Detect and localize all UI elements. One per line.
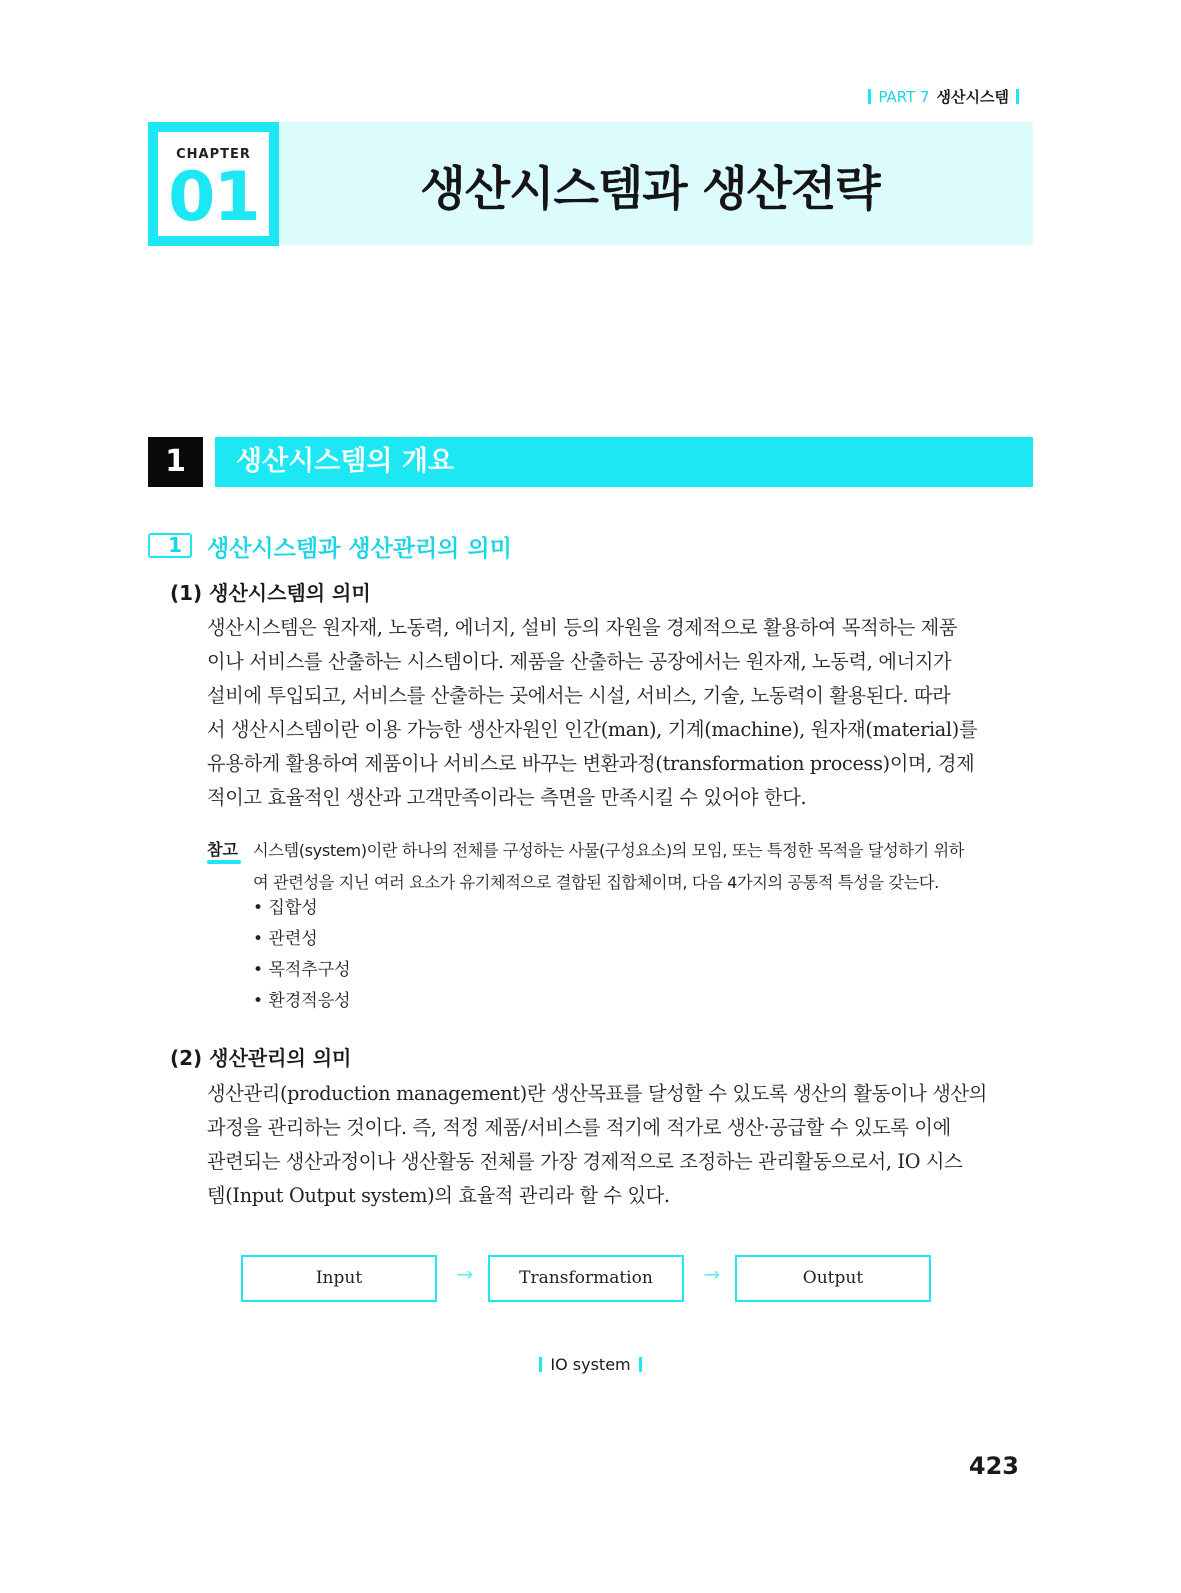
- item1-heading: (1) 생산시스템의 의미: [170, 581, 371, 605]
- note-line: 여 관련성을 지닌 여러 요소가 유기체적으로 결합된 집합체이며, 다음 4가지의 공통적 특성을 갖는다.: [253, 873, 939, 892]
- item2-paragraph: [207, 1077, 1037, 1213]
- subsection-title: 생산시스템과 생산관리의 의미: [207, 536, 512, 562]
- note-tag: 참고: [207, 840, 238, 859]
- paragraph-line: 서 생산시스템이란 이용 가능한 생산자원인 인간(man), 기계(machine), 원자재(material)를: [207, 718, 978, 741]
- header-bar-right: [1016, 89, 1019, 104]
- section-number: 1: [148, 437, 203, 487]
- item2-heading: (2) 생산관리의 의미: [170, 1046, 352, 1070]
- header-bar-left: [868, 89, 871, 104]
- list-item: • 관련성: [253, 929, 318, 949]
- chapter-number-box: [148, 122, 279, 246]
- note-bullet-list: [253, 893, 351, 1017]
- subsection-number: 1: [148, 533, 192, 558]
- list-item: • 집합성: [253, 898, 318, 918]
- paragraph-line: 관련되는 생산과정이나 생산활동 전체를 가장 경제적으로 조정하는 관리활동으로서, IO 시스: [207, 1150, 963, 1173]
- caption-bar-left: [539, 1357, 542, 1372]
- running-header: [868, 86, 1019, 107]
- chapter-label: CHAPTER: [176, 147, 251, 162]
- arrow-right-icon: →: [456, 1262, 474, 1286]
- note-text: [253, 835, 1043, 899]
- paragraph-line: 이나 서비스를 산출하는 시스템이다. 제품을 산출하는 공장에서는 원자재, 노동력, 에너지가: [207, 650, 952, 673]
- page-number: 423: [968, 1452, 1019, 1480]
- diagram-caption: [0, 1355, 1181, 1374]
- part-label: PART 7: [878, 87, 930, 106]
- chapter-title: 생산시스템과 생산전략: [420, 162, 880, 217]
- paragraph-line: 과정을 관리하는 것이다. 즉, 적정 제품/서비스를 적기에 적가로 생산·공급할 수 있도록 이에: [207, 1116, 951, 1139]
- note-line: 시스템(system)이란 하나의 전체를 구성하는 사물(구성요소)의 모임, 또는 특정한 목적을 달성하기 위하: [253, 841, 964, 860]
- diagram-box-input: Input: [241, 1255, 437, 1302]
- paragraph-line: 설비에 투입되고, 서비스를 산출하는 곳에서는 시설, 서비스, 기술, 노동력이 활용된다. 따라: [207, 684, 951, 707]
- list-item: • 목적추구성: [253, 960, 351, 980]
- paragraph-line: 유용하게 활용하여 제품이나 서비스로 바꾸는 변환과정(transformation process)이며, 경제: [207, 752, 975, 775]
- list-item: • 환경적응성: [253, 991, 351, 1011]
- note-tag-underline: [207, 860, 241, 864]
- part-title: 생산시스템: [936, 88, 1009, 106]
- caption-bar-right: [639, 1357, 642, 1372]
- item1-paragraph: [207, 611, 1037, 815]
- section-title: 생산시스템의 개요: [236, 446, 455, 477]
- chapter-number: 01: [168, 158, 259, 237]
- paragraph-line: 생산관리(production management)란 생산목표를 달성할 수 있도록 생산의 활동이나 생산의: [207, 1082, 987, 1105]
- caption-text: IO system: [550, 1355, 631, 1374]
- diagram-box-transformation: Transformation: [488, 1255, 684, 1302]
- arrow-right-icon: →: [703, 1262, 721, 1286]
- diagram-box-output: Output: [735, 1255, 931, 1302]
- paragraph-line: 적이고 효율적인 생산과 고객만족이라는 측면을 만족시킬 수 있어야 한다.: [207, 786, 807, 809]
- paragraph-line: 생산시스템은 원자재, 노동력, 에너지, 설비 등의 자원을 경제적으로 활용하여 목적하는 제품: [207, 616, 958, 639]
- paragraph-line: 템(Input Output system)의 효율적 관리라 할 수 있다.: [207, 1184, 670, 1207]
